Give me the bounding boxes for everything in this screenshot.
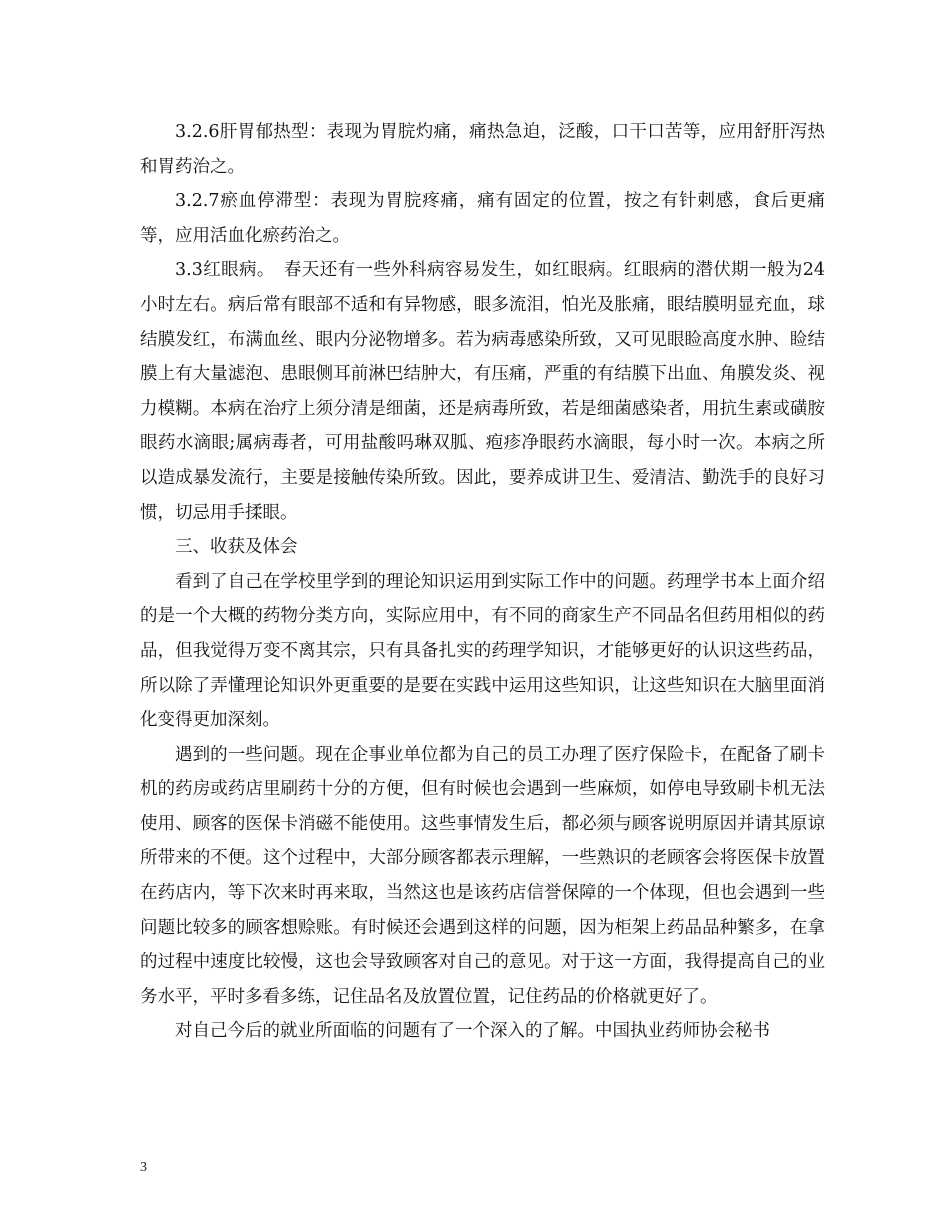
section-heading-gains: 三、收获及体会 [175,537,298,558]
paragraph-theory-practice: 看到了自己在学校里学到的理论知识运用到实际工作中的问题。药理学书本上面介绍的是一个大概的药物分类方向，实际应用中，有不同的商家生产不同品名但药用相似的药品，但我觉得万变不离其宗，只有具备扎实的药理学知识，才能够更好的认识这些药品，所以除了弄懂理论知识外更重要的是要在实践中运用这些知识，让这些知识在大脑里面消化变得更加深刻。 [140,571,825,731]
paragraph-3-2-6: 3.2.6肝胃郁热型：表现为胃脘灼痛，痛热急迫，泛酸，口干口苦等，应用舒肝泻热和胃药治之。 [140,122,825,177]
paragraph-employment: 对自己今后的就业所面临的问题有了一个深入的了解。中国执业药师协会秘书 [175,1021,770,1042]
paragraph-problems: 遇到的一些问题。现在企事业单位都为自己的员工办理了医疗保险卡，在配备了刷卡机的药房或药店里刷药十分的方便，但有时候也会遇到一些麻烦，如停电导致刷卡机无法使用、顾客的医保卡消磁不能使用。这些事情发生后，都必须与顾客说明原因并请其原谅所带来的不便。这个过程中，大部分顾客都表示理解，一些熟识的老顾客会将医保卡放置在药店内，等下次来时再来取，当然这也是该药店信誉保障的一个体现，但也会遇到一些问题比较多的顾客想赊账。有时候还会遇到这样的问题，因为柜架上药品品种繁多，在拿的过程中速度比较慢，这也会导致顾客对自己的意见。对于这一方面，我得提高自己的业务水平，平时多看多练，记住品名及放置位置，记住药品的价格就更好了。 [140,744,825,1007]
body-text [140,115,825,1049]
paragraph-3-2-7: 3.2.7瘀血停滞型：表现为胃脘疼痛，痛有固定的位置，按之有针刺感，食后更痛等，应用活血化瘀药治之。 [140,191,825,246]
paragraph-3-3-red-eye: 3.3红眼病。 春天还有一些外科病容易发生，如红眼病。红眼病的潜伏期一般为24小时左右。病后常有眼部不适和有异物感，眼多流泪，怕光及胀痛，眼结膜明显充血，球结膜发红，布满血丝、眼内分泌物增多。若为病毒感染所致，又可见眼睑高度水肿、睑结膜上有大量滤泡、患眼侧耳前淋巴结肿大，有压痛，严重的有结膜下出血、角膜发炎、视力模糊。本病在治疗上须分清是细菌，还是病毒所致，若是细菌感染者，用抗生素或磺胺眼药水滴眼;属病毒者，可用盐酸吗琳双胍、疱疹净眼药水滴眼，每小时一次。本病之所以造成暴发流行，主要是接触传染所致。因此，要养成讲卫生、爱清洁、勤洗手的良好习惯，切忌用手揉眼。 [140,260,825,523]
page-number: 3 [140,1160,147,1175]
